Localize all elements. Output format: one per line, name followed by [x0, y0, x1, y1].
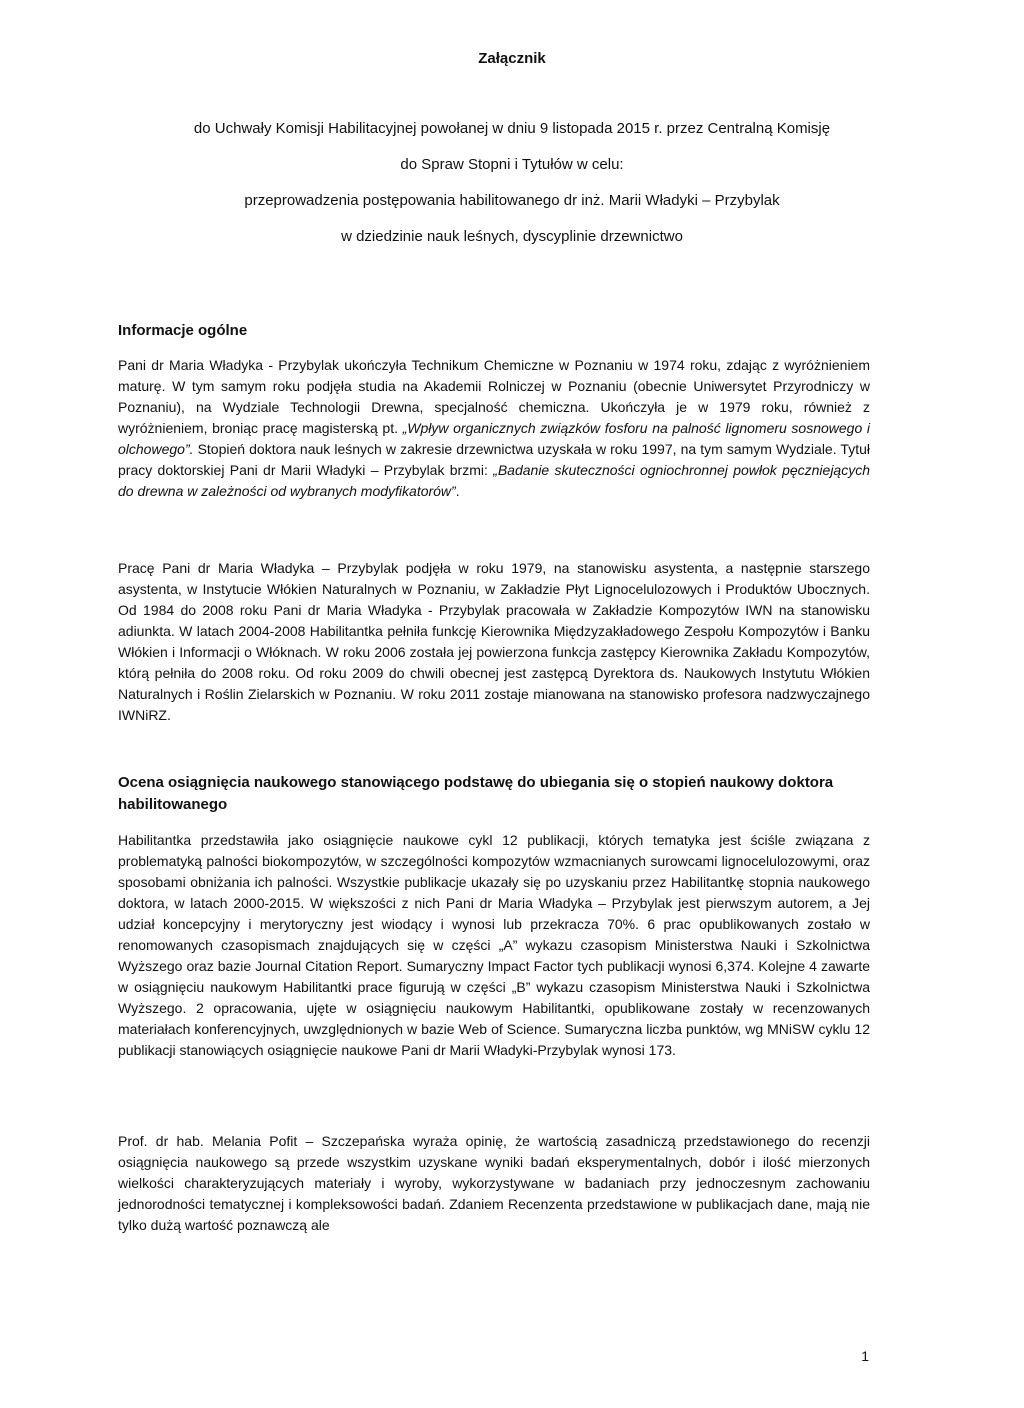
general-p2-text: Pracę Pani dr Maria Władyka – Przybylak podjęła w roku 1979, na stanowisku asystenta, a następnie starszego asystenta, w Instytucie Włókien Naturalnych w Poznaniu, w Zakładzie Płyt Lignocelulozowych i Produktów Ubocznych. Od 1984 do 2008 roku Pani dr Maria Władyka - Przybylak pracowała w Zakładzie Kompozytów IWN na stanowisku adiunkta. W latach 2004-2008 Habilitantka pełniła funkcję Kierownika Międzyzakładowego Zespołu Kompozytów i Banku Włókien i Informacji o Włóknach. W roku 2006 została jej powierzona funkcja zastępcy Kierownika Zakładu Kompozytów, którą pełniła do 2008 roku. Od roku 2009 do chwili obecnej jest zastępcą Dyrektora ds. Naukowych Instytutu Włókien Naturalnych i Roślin Zielarskich w Poznaniu. W roku 2011 zostaje mianowana na stanowisko profesora nadzwyczajnego IWNiRZ. — [118, 560, 870, 723]
general-paragraph-1 — [118, 355, 870, 502]
general-paragraph-2 — [118, 558, 870, 726]
section-heading-general: Informacje ogólne — [118, 322, 248, 339]
resolution-line: do Uchwały Komisji Habilitacyjnej powołanej w dniu 9 listopada 2015 r. przez Centralną Komisję — [193, 120, 831, 137]
section-heading-assessment: Ocena osiągnięcia naukowego stanowiącego podstawę do ubiegania się o stopień naukowy doktora habilitowanego — [118, 774, 834, 813]
assessment-paragraph-2 — [118, 1131, 870, 1236]
committee-line: do Spraw Stopni i Tytułów w celu: — [400, 156, 624, 173]
thesis-title-master: „Wpływ organicznych związków fosforu na palność lignomeru sosnowego i olchowego”. — [118, 420, 870, 457]
document-title: Załącznik — [478, 50, 546, 67]
general-p1-text-a: Pani dr Maria Władyka - Przybylak ukończyła Technikum Chemiczne w Poznaniu w 1974 roku, zdając z wyróżnieniem maturę. W tym samym roku podjęła studia na Akademii Rolniczej w Poznaniu (obecnie Uniwersytet Przyrodniczy w Poznaniu), na Wydziale Technologii Drewna, specjalność chemiczna. Ukończyła je w 1979 roku, również z wyróżnieniem, broniąc pracę magisterską pt. — [118, 357, 870, 436]
general-p1-text-c: Stopień doktora nauk leśnych w zakresie drzewnictwa uzyskała w roku 1997, na tym samym Wydziale. Tytuł pracy doktorskiej Pani dr Marii Władyki – Przybylak brzmi: — [118, 441, 870, 478]
general-p1-text-e: . — [455, 483, 460, 499]
assessment-p1-text: Habilitantka przedstawiła jako osiągnięcie naukowe cykl 12 publikacji, których tematyka jest ściśle związana z problematyką palności biokompozytów, w szczególności kompozytów wzmacnianych surowcami lignocelulozowymi, oraz sposobami obniżania ich palności. Wszystkie publikacje ukazały się po uzyskaniu przez Habilitantkę stopnia naukowego doktora, w latach 2000-2015. W większości z nich Pani dr Maria Władyka – Przybylak jest pierwszym autorem, a Jej udział koncepcyjny i merytoryczny jest wiodący i wynosi lub przekracza 70%. 6 prac opublikowanych zostało w renomowanych czasopismach znajdujących się w części „A” wykazu czasopism Ministerstwa Nauki i Szkolnictwa Wyższego oraz bazie Journal Citation Report. Sumaryczny Impact Factor tych publikacji wynosi 6,374. Kolejne 4 zawarte w osiągnięciu naukowym Habilitantki prace figurują w części „B” wykazu czasopism Ministerstwa Nauki i Szkolnictwa Wyższego. 2 opracowania, ujęte w osiągnięciu naukowym Habilitantki, opublikowane zostały w recenzowanych materiałach konferencyjnych, uwzględnionych w bazie Web of Science. Sumaryczna liczba punktów, wg MNiSW cyklu 12 publikacji stanowiących osiągnięcie naukowe Pani dr Marii Władyki-Przybylak wynosi 173. — [118, 832, 870, 1058]
assessment-paragraph-1 — [118, 830, 870, 1061]
page-number: 1 — [861, 1348, 869, 1364]
thesis-title-doctoral: „Badanie skuteczności ogniochronnej powłok pęczniejących do drewna w zależności od wybranych modyfikatorów” — [118, 462, 871, 499]
discipline-line: w dziedzinie nauk leśnych, dyscyplinie drzewnictwo — [341, 228, 683, 245]
purpose-line: przeprowadzenia postępowania habilitowanego dr inż. Marii Władyki – Przybylak — [244, 192, 780, 209]
assessment-p2-text: Prof. dr hab. Melania Pofit – Szczepańska wyraża opinię, że wartością zasadniczą przedstawionego do recenzji osiągnięcia naukowego są przede wszystkim uzyskane wyniki badań eksperymentalnych, dobór i ilość mierzonych wielkości charakteryzujących materiały i wyroby, wykorzystywane w badaniach przy jednoczesnym zachowaniu jednorodności tematycznej i kompleksowości badań. Zdaniem Recenzenta przedstawione w publikacjach dane, mają nie tylko dużą wartość poznawczą ale — [118, 1133, 870, 1233]
